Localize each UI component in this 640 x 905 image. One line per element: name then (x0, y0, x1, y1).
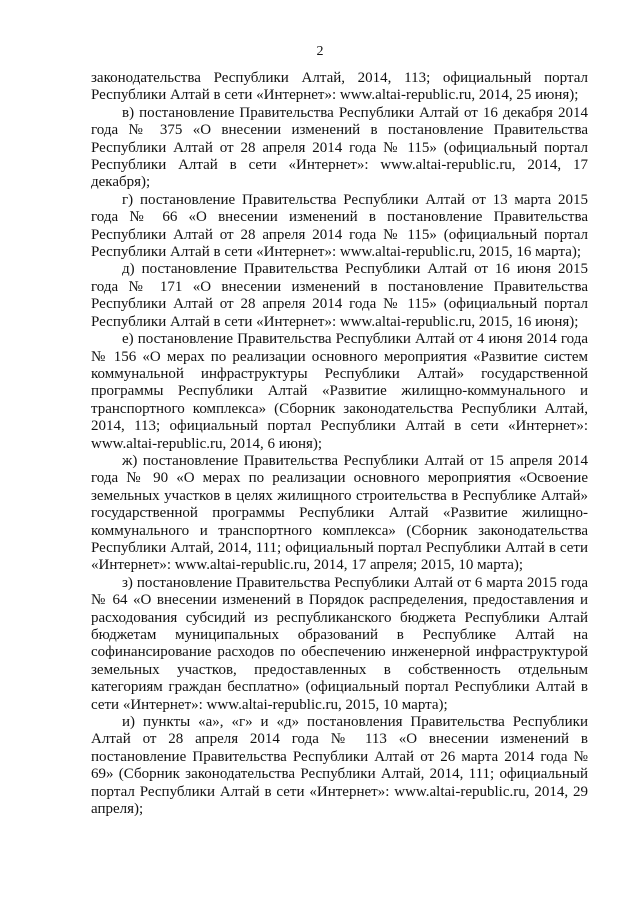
page-number: 2 (316, 44, 324, 59)
paragraph-item-g: г) постановление Правительства Республики Алтай от 13 марта 2015 года № 66 «О внесении изменений в постановление Правительства Республики Алтай от 28 апреля 2014 года № 115» (официальный портал Республики Алтай в сети «Интернет»: www.altai-republic.ru, 2015, 16 марта); (91, 191, 588, 261)
paragraph-item-d: д) постановление Правительства Республики Алтай от 16 июня 2015 года № 171 «О внесении изменений в постановление Правительства Республики Алтай от 28 апреля 2014 года № 115» (официальный портал Республики Алтай в сети «Интернет»: www.altai-republic.ru, 2015, 16 июня); (91, 261, 588, 330)
paragraph-item-v: в) постановление Правительства Республики Алтай от 16 декабря 2014 года № 375 «О внесении изменений в постановление Правительства Республики Алтай от 28 апреля 2014 года № 115» (официальный портал Республики Алтай в сети «Интернет»: www.altai-republic.ru, 2014, 17 декабря); (91, 104, 588, 191)
paragraph-item-e: е) постановление Правительства Республики Алтай от 4 июня 2014 года № 156 «О мерах по реализации основного мероприятия «Развитие систем коммунальной инфраструктуры Республики Алтай» государственной программы Республики Алтай «Развитие жилищно-коммунального и транспортного комплекса» (Сборник законодательства Республики Алтай, 2014, 113; официальный портал Республики Алтай в сети «Интернет»: www.altai-republic.ru, 2014, 6 июня); (91, 331, 588, 452)
paragraph-continuation: законодательства Республики Алтай, 2014, 113; официальный портал Республики Алтай в сети «Интернет»: www.altai-republic.ru, 2014, 25 июня); (91, 70, 588, 104)
document-body (91, 70, 588, 818)
paragraph-item-i: и) пункты «а», «г» и «д» постановления Правительства Республики Алтай от 28 апреля 2014 года № 113 «О внесении изменений в постановление Правительства Республики Алтай от 26 марта 2014 года № 69» (Сборник законодательства Республики Алтай, 2014, 111; официальный портал Республики Алтай в сети «Интернет»: www.altai-republic.ru, 2014, 29 апреля); (91, 714, 588, 818)
paragraph-item-z: з) постановление Правительства Республики Алтай от 6 марта 2015 года № 64 «О внесении изменений в Порядок распределения, предоставления и расходования субсидий из республиканского бюджета Республики Алтай бюджетам муниципальных образований в Республике Алтай на софинансирование расходов по обеспечению инженерной инфраструктурой земельных участков, предоставленных в собственность отдельным категориям граждан бесплатно» (официальный портал Республики Алтай в сети «Интернет»: www.altai-republic.ru, 2015, 10 марта); (91, 574, 588, 713)
paragraph-item-zh: ж) постановление Правительства Республики Алтай от 15 апреля 2014 года № 90 «О мерах по реализации основного мероприятия «Освоение земельных участков в целях жилищного строительства в Республике Алтай» государственной программы Республики Алтай «Развитие жилищно-коммунального и транспортного комплекса» (Сборник законодательства Республики Алтай, 2014, 111; официальный портал Республики Алтай в сети «Интернет»: www.altai-republic.ru, 2014, 17 апреля; 2015, 10 марта); (91, 452, 588, 574)
